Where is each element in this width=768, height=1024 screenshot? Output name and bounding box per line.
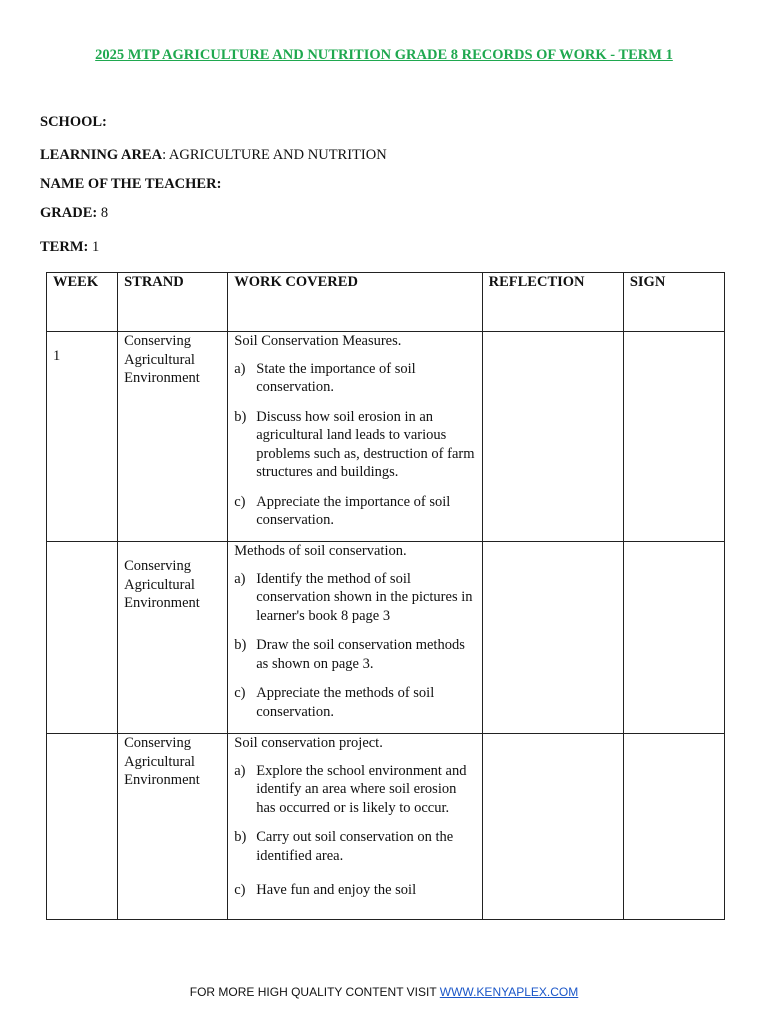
item-text: Have fun and enjoy the soil bbox=[256, 882, 417, 898]
item-text: State the importance of soil conservation. bbox=[256, 360, 416, 395]
grade-field bbox=[40, 205, 108, 222]
strand-cell: Conserving Agricultural Environment bbox=[118, 734, 228, 920]
work-covered-cell bbox=[228, 734, 482, 920]
table-row bbox=[47, 734, 725, 920]
item-text: Draw the soil conservation methods as shown on page 3. bbox=[256, 637, 465, 672]
teacher-label: NAME OF THE TEACHER: bbox=[40, 176, 222, 192]
list-item bbox=[234, 876, 475, 900]
header-reflection: REFLECTION bbox=[482, 273, 623, 332]
teacher-field bbox=[40, 176, 221, 193]
item-marker: a) bbox=[234, 570, 246, 587]
item-marker: c) bbox=[234, 685, 246, 701]
reflection-cell bbox=[482, 734, 623, 920]
term-label: TERM: bbox=[40, 239, 89, 255]
learning-area-value: : AGRICULTURE AND NUTRITION bbox=[162, 147, 387, 163]
list-item bbox=[234, 636, 475, 673]
table-row bbox=[47, 542, 725, 734]
list-item bbox=[234, 684, 475, 721]
header-week: WEEK bbox=[47, 273, 118, 332]
list-item bbox=[234, 570, 475, 626]
week-cell: 1 bbox=[47, 332, 118, 542]
week-cell bbox=[47, 734, 118, 920]
document-title: 2025 MTP AGRICULTURE AND NUTRITION GRADE 8 RECORDS OF WORK - TERM 1 bbox=[95, 47, 673, 63]
work-covered-cell bbox=[228, 542, 482, 734]
table-header-row bbox=[47, 273, 725, 332]
sign-cell bbox=[623, 734, 724, 920]
sign-cell bbox=[623, 542, 724, 734]
list-item bbox=[234, 762, 475, 818]
work-title: Soil Conservation Measures. bbox=[234, 333, 402, 349]
reflection-cell bbox=[482, 332, 623, 542]
strand-cell: Conserving Agricultural Environment bbox=[118, 542, 228, 734]
school-label: SCHOOL: bbox=[40, 114, 107, 130]
sign-cell bbox=[623, 332, 724, 542]
item-marker: b) bbox=[234, 829, 247, 845]
item-text: Explore the school environment and identify an area where soil erosion has occurred or is likely to occur. bbox=[256, 762, 467, 816]
list-item bbox=[234, 360, 475, 397]
item-marker: b) bbox=[234, 637, 247, 653]
header-strand: STRAND bbox=[118, 273, 228, 332]
item-marker: a) bbox=[234, 360, 246, 377]
item-marker: a) bbox=[234, 762, 246, 779]
item-marker: c) bbox=[234, 493, 246, 510]
work-title: Methods of soil conservation. bbox=[234, 543, 407, 559]
school-field bbox=[40, 114, 107, 131]
list-item bbox=[234, 828, 475, 865]
term-field bbox=[40, 239, 99, 256]
item-marker: b) bbox=[234, 408, 247, 425]
list-item bbox=[234, 493, 475, 530]
term-value: 1 bbox=[88, 239, 100, 255]
table-row bbox=[47, 332, 725, 542]
records-table bbox=[46, 272, 725, 920]
item-marker: c) bbox=[234, 882, 246, 898]
item-text: Appreciate the methods of soil conservation. bbox=[256, 685, 435, 720]
header-work-covered: WORK COVERED bbox=[228, 273, 482, 332]
work-covered-cell bbox=[228, 332, 482, 542]
item-text: Appreciate the importance of soil conservation. bbox=[256, 493, 451, 528]
item-text: Discuss how soil erosion in an agricultural land leads to various problems such as, destruction of farm structures and buildings. bbox=[256, 408, 475, 480]
footer-link[interactable]: WWW.KENYAPLEX.COM bbox=[439, 985, 579, 999]
item-text: Carry out soil conservation on the identified area. bbox=[256, 829, 454, 864]
work-title: Soil conservation project. bbox=[234, 735, 383, 751]
week-cell bbox=[47, 542, 118, 734]
learning-area-field bbox=[40, 147, 387, 164]
grade-label: GRADE: bbox=[40, 205, 98, 221]
grade-value: 8 bbox=[97, 205, 109, 221]
header-sign: SIGN bbox=[623, 273, 724, 332]
item-text: Identify the method of soil conservation shown in the pictures in learner's book 8 page 3 bbox=[256, 570, 473, 624]
learning-area-label: LEARNING AREA bbox=[40, 147, 163, 163]
reflection-cell bbox=[482, 542, 623, 734]
strand-cell: Conserving Agricultural Environment bbox=[118, 332, 228, 542]
footer-text: FOR MORE HIGH QUALITY CONTENT VISIT bbox=[189, 985, 440, 999]
footer bbox=[0, 985, 768, 999]
list-item bbox=[234, 408, 475, 482]
